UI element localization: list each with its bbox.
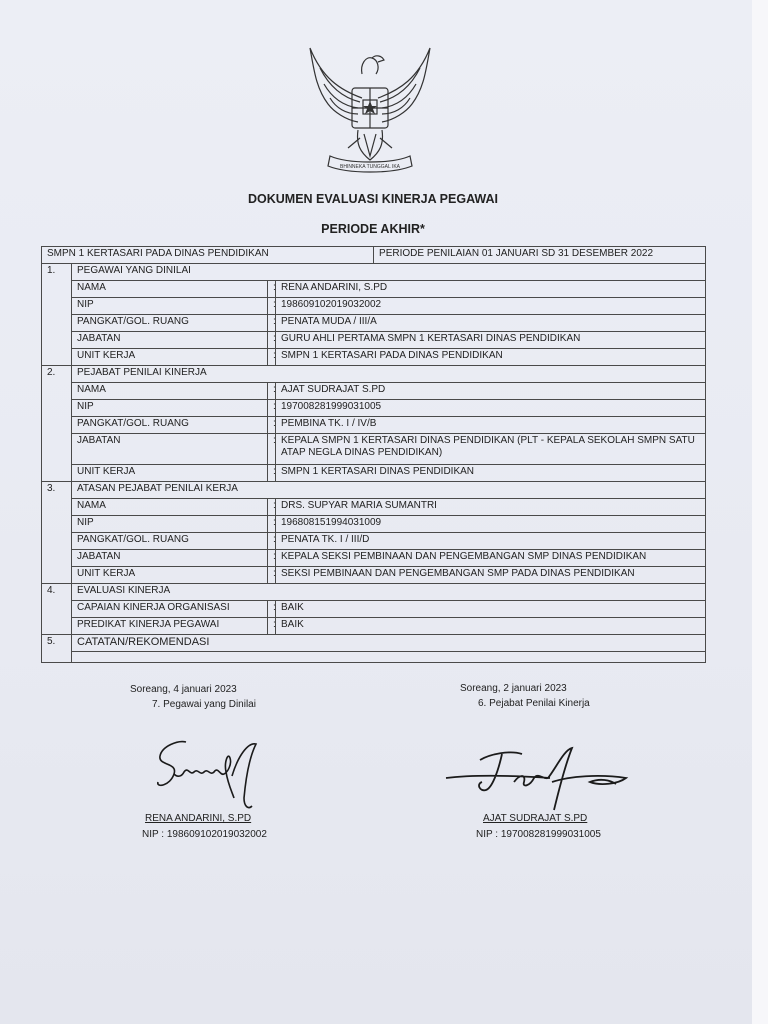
section-title: CATATAN/REKOMENDASI — [72, 635, 706, 652]
field-row — [42, 400, 706, 417]
field-row — [42, 567, 706, 584]
field-value: PEMBINA TK. I / IV/B — [276, 417, 706, 434]
field-colon: : — [268, 499, 276, 516]
field-value: GURU AHLI PERTAMA SMPN 1 KERTASARI DINAS PENDIDIKAN — [276, 332, 706, 349]
field-value: BAIK — [276, 601, 706, 618]
field-value: PENATA TK. I / III/D — [276, 533, 706, 550]
field-value: SEKSI PEMBINAAN DAN PENGEMBANGAN SMP PADA DINAS PENDIDIKAN — [276, 567, 706, 584]
field-label: PANGKAT/GOL. RUANG — [72, 533, 268, 550]
period-cell: PERIODE PENILAIAN 01 JANUARI SD 31 DESEMBER 2022 — [374, 247, 706, 264]
employee-place-date: Soreang, 4 januari 2023 — [130, 684, 237, 695]
field-row — [42, 332, 706, 349]
field-label: JABATAN — [72, 550, 268, 567]
field-colon: : — [268, 465, 276, 482]
field-row — [42, 533, 706, 550]
field-label: NIP — [72, 298, 268, 315]
unit-cell: SMPN 1 KERTASARI PADA DINAS PENDIDIKAN — [42, 247, 374, 264]
field-value: 196808151994031009 — [276, 516, 706, 533]
garuda-crest-emblem — [300, 40, 440, 178]
section-header-row — [42, 635, 706, 652]
document-title: DOKUMEN EVALUASI KINERJA PEGAWAI — [247, 192, 499, 206]
field-row — [42, 618, 706, 635]
field-value: 198609102019032002 — [276, 298, 706, 315]
field-value: SMPN 1 KERTASARI PADA DINAS PENDIDIKAN — [276, 349, 706, 366]
field-colon: : — [268, 400, 276, 417]
assessor-place-date: Soreang, 2 januari 2023 — [460, 683, 567, 694]
field-value: SMPN 1 KERTASARI DINAS PENDIDIKAN — [276, 465, 706, 482]
field-row — [42, 601, 706, 618]
field-row — [42, 465, 706, 482]
field-colon: : — [268, 601, 276, 618]
section-number: 2. — [42, 366, 72, 482]
field-row — [42, 315, 706, 332]
assessor-signature — [440, 738, 640, 818]
assessor-nip: NIP : 197008281999031005 — [476, 829, 601, 840]
field-value: PENATA MUDA / III/A — [276, 315, 706, 332]
section-title: PEGAWAI YANG DINILAI — [72, 264, 706, 281]
signature-block-assessor — [460, 683, 590, 713]
section-title: EVALUASI KINERJA — [72, 584, 706, 601]
field-label: NAMA — [72, 383, 268, 400]
field-value: KEPALA SMPN 1 KERTASARI DINAS PENDIDIKAN (PLT - KEPALA SEKOLAH SMPN SATU ATAP NEGLA DINAS PENDIDIKAN) — [276, 434, 706, 465]
field-row — [42, 417, 706, 434]
employee-nip: NIP : 198609102019032002 — [142, 829, 267, 840]
evaluation-table — [41, 246, 706, 663]
field-label: NIP — [72, 400, 268, 417]
field-value: 197008281999031005 — [276, 400, 706, 417]
field-colon: : — [268, 434, 276, 465]
page-edge — [752, 0, 768, 1024]
employee-role: 7. Pegawai yang Dinilai — [152, 699, 256, 710]
field-row — [42, 516, 706, 533]
field-colon: : — [268, 298, 276, 315]
field-colon: : — [268, 315, 276, 332]
field-value: AJAT SUDRAJAT S.PD — [276, 383, 706, 400]
field-label: JABATAN — [72, 434, 268, 465]
section-title: ATASAN PEJABAT PENILAI KERJA — [72, 482, 706, 499]
field-colon: : — [268, 417, 276, 434]
field-colon: : — [268, 533, 276, 550]
field-row — [42, 383, 706, 400]
employee-signature — [148, 736, 268, 816]
field-label: CAPAIAN KINERJA ORGANISASI — [72, 601, 268, 618]
field-label: NAMA — [72, 499, 268, 516]
notes-empty-cell — [72, 652, 706, 663]
field-colon: : — [268, 281, 276, 298]
field-colon: : — [268, 550, 276, 567]
field-colon: : — [268, 618, 276, 635]
field-label: PANGKAT/GOL. RUANG — [72, 315, 268, 332]
field-colon: : — [268, 349, 276, 366]
field-row — [42, 349, 706, 366]
section-number: 4. — [42, 584, 72, 635]
field-value: DRS. SUPYAR MARIA SUMANTRI — [276, 499, 706, 516]
field-label: PANGKAT/GOL. RUANG — [72, 417, 268, 434]
section-header-row — [42, 264, 706, 281]
crest-motto: BHINNEKA TUNGGAL IKA — [339, 164, 401, 170]
field-value: RENA ANDARINI, S.PD — [276, 281, 706, 298]
field-label: UNIT KERJA — [72, 465, 268, 482]
field-label: NIP — [72, 516, 268, 533]
section-number: 1. — [42, 264, 72, 366]
assessor-role: 6. Pejabat Penilai Kinerja — [478, 698, 590, 709]
field-colon: : — [268, 383, 276, 400]
assessor-name: AJAT SUDRAJAT S.PD — [483, 813, 588, 824]
section-title: PEJABAT PENILAI KINERJA — [72, 366, 706, 383]
section-number: 5. — [42, 635, 72, 663]
signature-block-employee — [130, 684, 256, 714]
field-value: BAIK — [276, 618, 706, 635]
document-subtitle: PERIODE AKHIR* — [321, 222, 425, 236]
field-row — [42, 298, 706, 315]
section-number: 3. — [42, 482, 72, 584]
section-header-row — [42, 584, 706, 601]
field-value: KEPALA SEKSI PEMBINAAN DAN PENGEMBANGAN SMP DINAS PENDIDIKAN — [276, 550, 706, 567]
notes-empty-row — [42, 652, 706, 663]
field-colon: : — [268, 332, 276, 349]
field-label: UNIT KERJA — [72, 349, 268, 366]
section-header-row — [42, 366, 706, 383]
field-row — [42, 499, 706, 516]
employee-name: RENA ANDARINI, S.PD — [145, 813, 252, 824]
field-label: NAMA — [72, 281, 268, 298]
field-label: UNIT KERJA — [72, 567, 268, 584]
section-header-row — [42, 482, 706, 499]
field-label: JABATAN — [72, 332, 268, 349]
field-row — [42, 434, 706, 465]
field-colon: : — [268, 516, 276, 533]
field-colon: : — [268, 567, 276, 584]
field-row — [42, 281, 706, 298]
field-row — [42, 550, 706, 567]
field-label: PREDIKAT KINERJA PEGAWAI — [72, 618, 268, 635]
